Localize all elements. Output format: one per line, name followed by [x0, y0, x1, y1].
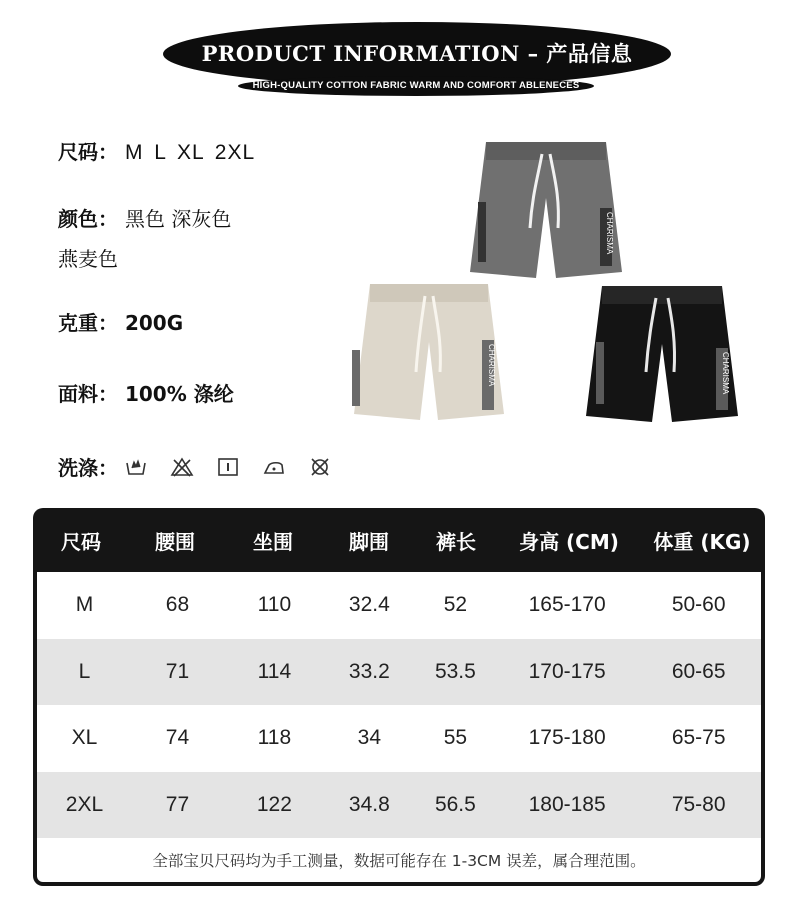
banner-title: PRODUCT INFORMATION – 产品信息	[201, 41, 633, 66]
gray-side-label: CHARISMA	[605, 212, 614, 255]
spec-weight-value: 200G	[124, 311, 184, 335]
table-cell: 122	[256, 792, 292, 816]
spec-washing-label: 洗涤：	[58, 456, 118, 480]
table-cell: 71	[165, 659, 190, 683]
table-cell: 110	[257, 593, 292, 617]
header-hem: 脚围	[349, 529, 389, 554]
table-cell: 175-180	[528, 726, 606, 750]
table-cell: 60-65	[671, 659, 726, 683]
table-row	[37, 639, 761, 706]
table-row	[37, 772, 761, 839]
measurement-note: 全部宝贝尺码均为手工测量，数据可能存在 1-3CM 误差，属合理范围。	[37, 838, 761, 882]
table-cell: 74	[165, 726, 190, 750]
spec-color	[58, 203, 231, 232]
care-row	[58, 452, 332, 481]
table-cell: 33.2	[348, 659, 390, 683]
table-cell: 50-60	[671, 593, 726, 617]
table-cell: L	[78, 659, 91, 683]
tumble-dry-icon	[216, 457, 240, 477]
header-weight: 体重 (KG)	[653, 529, 751, 554]
do-not-bleach-icon	[170, 457, 194, 477]
table-body	[37, 572, 761, 838]
table-row	[37, 705, 761, 772]
black-side-label: CHARISMA	[721, 352, 730, 395]
header-length: 裤长	[436, 529, 476, 554]
shorts-gray-image	[468, 136, 624, 282]
table-cell: 55	[443, 726, 468, 750]
table-cell: 165-170	[528, 593, 606, 617]
spec-fabric-label: 面料：	[58, 382, 118, 406]
table-cell: 180-185	[528, 792, 606, 816]
table-cell: 170-175	[528, 659, 606, 683]
spec-color-value2: 燕麦色	[58, 247, 118, 271]
spec-weight	[58, 307, 183, 336]
shorts-black-image	[584, 282, 740, 426]
hand-wash-icon	[124, 457, 148, 477]
table-cell: 65-75	[671, 726, 726, 750]
table-header	[33, 508, 765, 572]
header-hip: 坐围	[253, 529, 293, 554]
banner-subtitle: HIGH-QUALITY COTTON FABRIC WARM AND COMFORT ABLENECES	[252, 80, 580, 91]
table-cell: M	[75, 593, 94, 617]
shorts-oatmeal-image	[352, 280, 506, 424]
table-cell: 2XL	[65, 792, 104, 816]
table-cell: 52	[443, 593, 468, 617]
oatmeal-side-label: CHARISMA	[487, 344, 496, 387]
header-height: 身高 (CM)	[519, 529, 619, 554]
table-row	[37, 572, 761, 639]
spec-fabric	[58, 378, 234, 407]
table-cell: 34	[357, 726, 381, 750]
spec-size-label: 尺码：	[58, 140, 118, 164]
table-cell: 34.8	[348, 792, 390, 816]
table-cell: XL	[71, 726, 98, 750]
header-waist: 腰围	[155, 529, 195, 554]
spec-color-value: 黑色 深灰色	[124, 207, 232, 231]
spec-size	[58, 136, 255, 165]
iron-low-icon	[262, 457, 286, 477]
spec-weight-label: 克重：	[58, 311, 118, 335]
table-cell: 53.5	[434, 659, 476, 683]
spec-color-label: 颜色：	[58, 207, 118, 231]
do-not-dry-clean-icon	[308, 457, 332, 477]
table-cell: 32.4	[348, 593, 390, 617]
spec-fabric-value: 100% 涤纶	[124, 382, 234, 406]
table-cell: 118	[257, 726, 292, 750]
table-cell: 114	[257, 659, 292, 683]
table-cell: 56.5	[434, 792, 476, 816]
spec-size-value: M L XL 2XL	[124, 141, 256, 164]
table-cell: 68	[165, 593, 190, 617]
header-size: 尺码	[61, 529, 101, 554]
table-cell: 75-80	[671, 792, 726, 816]
spec-color-line2	[58, 243, 118, 272]
table-cell: 77	[165, 792, 190, 816]
